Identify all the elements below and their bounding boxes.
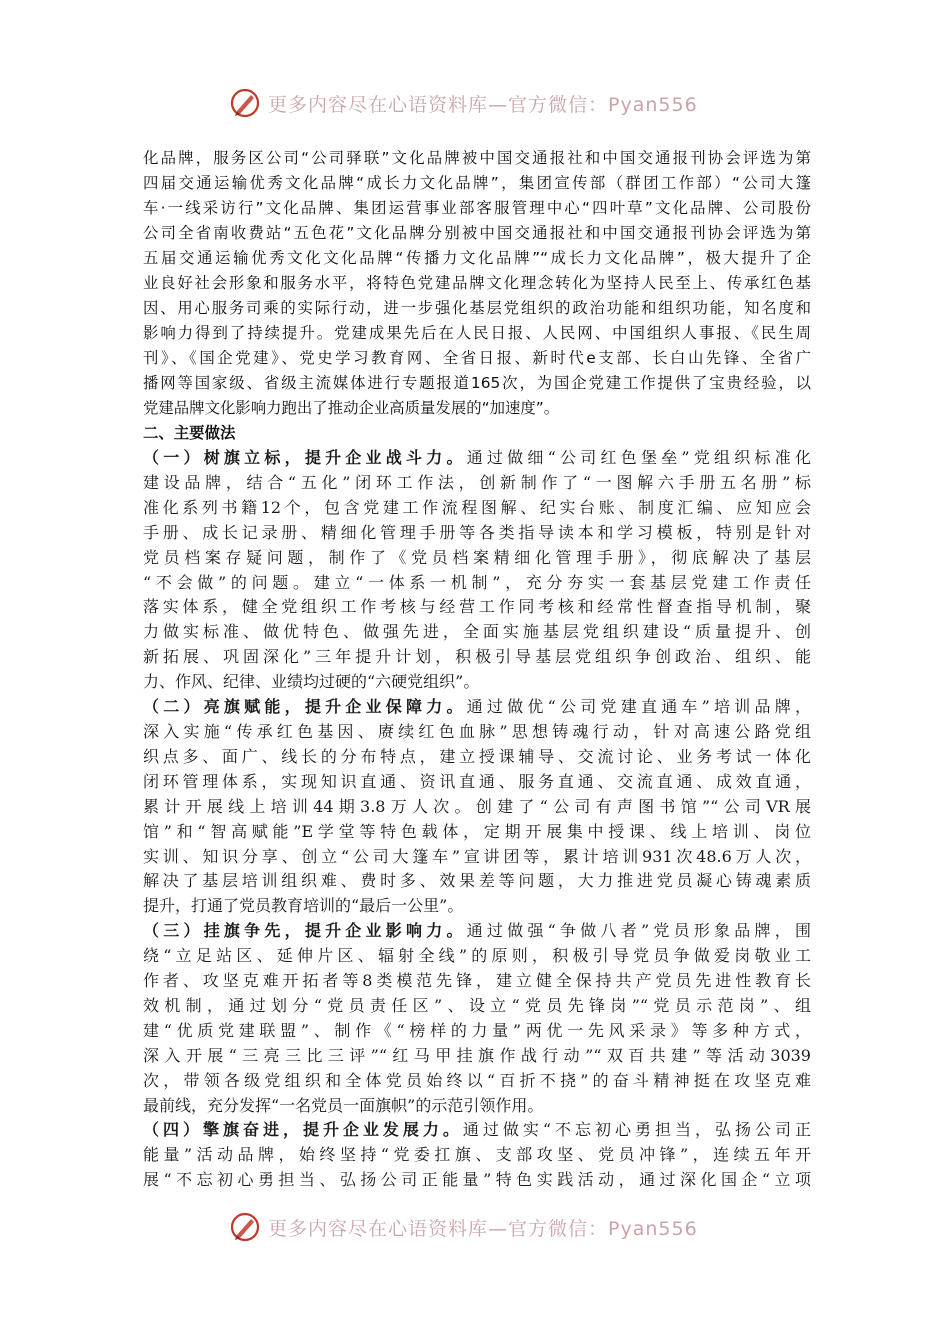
section-line: “不会做”的问题。建立“一体系一机制”，充分夯实一套基层党建工作责任 bbox=[143, 572, 811, 592]
section-line: 党员档案存疑问题，制作了《党员档案精细化管理手册》，彻底解决了基层 bbox=[143, 547, 811, 567]
intro-line: 因、用心服务司乘的实际行动，进一步强化基层党组织的政治功能和组织功能，知名度和 bbox=[143, 299, 811, 317]
section-line: 深入开展“三亮三比三评”“红马甲挂旗作战行动”“双百共建”等活动3039 bbox=[143, 1045, 811, 1065]
intro-line: 党建品牌文化影响力跑出了推动企业高质量发展的“加速度”。 bbox=[143, 399, 560, 417]
section-lead: （三）挂旗争先，提升企业影响力。 bbox=[143, 921, 467, 941]
section-lead: （四）擎旗奋进，提升企业发展力。 bbox=[143, 1120, 463, 1140]
section-line: 织点多、面广、线长的分布特点，建立授课辅导、交流讨论、业务考试一体化 bbox=[143, 746, 811, 766]
section-paragraph bbox=[143, 695, 811, 919]
watermark-header bbox=[228, 86, 698, 120]
intro-line: 影响力得到了持续提升。党建成果先后在人民日报、人民网、中国组织人事报、《民生周 bbox=[143, 324, 811, 342]
section-line: 解决了基层培训组织难、费时多、效果差等问题，大力推进党员凝心铸魂素质 bbox=[143, 871, 811, 891]
intro-line: 播网等国家级、省级主流媒体进行专题报道165次，为国企党建工作提供了宝贵经验，以 bbox=[143, 374, 811, 392]
section-line: 闭环管理体系，实现知识直通、资讯直通、服务直通、交流直通、成效直通， bbox=[143, 771, 811, 791]
section-line: 实训、知识分享、创立“公司大篷车”宣讲团等，累计培训931次48.6万人次， bbox=[143, 846, 811, 866]
section-line: 次，带领各级党组织和全体党员始终以“百折不挠”的奋斗精神挺在攻坚克难 bbox=[143, 1070, 811, 1090]
pen-logo-icon bbox=[228, 86, 262, 120]
section-line: 新拓展、巩固深化”三年提升计划，积极引导基层党组织争创政治、组织、能 bbox=[143, 647, 811, 667]
section-line: 建设品牌，结合“五化”闭环工作法，创新制作了“一图解六手册五名册”标 bbox=[143, 472, 811, 492]
section-first-text: 通过做强“争做八者”党员形象品牌，围 bbox=[466, 921, 811, 941]
section-line bbox=[143, 695, 811, 720]
section-first-text: 通过做优“公司党建直通车”培训品牌， bbox=[466, 697, 811, 717]
section-heading: 二、主要做法 bbox=[143, 424, 236, 442]
section-line: 累计开展线上培训44期3.8万人次。创建了“公司有声图书馆”“公司VR展 bbox=[143, 796, 811, 816]
section-first-text: 通过做细“公司红色堡垒”党组织标准化 bbox=[466, 448, 811, 467]
intro-line: 化品牌，服务区公司“公司驿联”文化品牌被中国交通报社和中国交通报刊协会评选为第 bbox=[143, 149, 811, 167]
section-line: 展“不忘初心勇担当、弘扬公司正能量”特色实践活动，通过深化国企“立项 bbox=[143, 1170, 811, 1190]
pen-logo-icon bbox=[228, 1210, 262, 1244]
intro-line: 业良好社会形象和服务水平，将特色党建品牌文化理念转化为坚持人民至上、传承红色基 bbox=[143, 274, 811, 292]
section-line: 落实体系，健全党组织工作考核与经营工作同考核和经常性督查指导机制，聚 bbox=[143, 597, 811, 617]
section-paragraph bbox=[143, 446, 811, 695]
section-first-text: 通过做实“不忘初心勇担当，弘扬公司正 bbox=[462, 1120, 811, 1140]
section-line: 效机制，通过划分“党员责任区”、设立“党员先锋岗”“党员示范岗”、组 bbox=[143, 995, 811, 1015]
section-line: 建“优质党建联盟”、制作《“榜样的力量”两优一先风采录》等多种方式， bbox=[143, 1020, 811, 1040]
watermark-text: 更多内容尽在心语资料库—官方微信：Pyan556 bbox=[268, 1217, 698, 1240]
section-lead: （一）树旗立标，提升企业战斗力。 bbox=[143, 448, 467, 467]
intro-line: 五届交通运输优秀文化文化品牌“传播力文化品牌”“成长力文化品牌”，极大提升了企 bbox=[143, 249, 811, 267]
intro-line: 刊》、《国企党建》、党史学习教育网、全省日报、新时代e支部、长白山先锋、全省广 bbox=[143, 349, 811, 367]
section-line: 馆”和“智高赋能”E学堂等特色载体，定期开展集中授课、线上培训、岗位 bbox=[143, 821, 811, 841]
intro-line: 公司全省南收费站“五色花”文化品牌分别被中国交通报社和中国交通报刊协会评选为第 bbox=[143, 224, 811, 242]
section-line: 力、作风、纪律、业绩均过硬的“六硬党组织”。 bbox=[143, 672, 480, 692]
intro-paragraph bbox=[143, 146, 811, 421]
section-line: 手册、成长记录册、精细化管理手册等各类指导读本和学习模板，特别是针对 bbox=[143, 522, 811, 542]
section-paragraph bbox=[143, 1118, 811, 1193]
section-line: 作者、攻坚克难开拓者等8类模范先锋，建立健全保持共产党员先进性教育长 bbox=[143, 971, 811, 991]
intro-line: 车·一线采访行”文化品牌、集团运营事业部客服管理中心“四叶草”文化品牌、公司股份 bbox=[143, 199, 811, 217]
section-line bbox=[143, 446, 811, 471]
section-line: 深入实施“传承红色基因、赓续红色血脉”思想铸魂行动，针对高速公路党组 bbox=[143, 721, 811, 741]
section-line: 最前线，充分发挥“一名党员一面旗帜”的示范引领作用。 bbox=[143, 1095, 544, 1115]
section-line: 能量”活动品牌，始终坚持“党委扛旗、支部攻坚、党员冲锋”，连续五年开 bbox=[143, 1145, 811, 1165]
section-line: 提升，打通了党员教育培训的“最后一公里”。 bbox=[143, 896, 464, 916]
intro-line: 四届交通运输优秀文化品牌“成长力文化品牌”，集团宣传部（群团工作部）“公司大篷 bbox=[143, 174, 811, 192]
section-line bbox=[143, 1118, 811, 1143]
sections-list bbox=[143, 446, 811, 1193]
watermark-footer bbox=[228, 1210, 698, 1244]
watermark-text: 更多内容尽在心语资料库—官方微信：Pyan556 bbox=[268, 93, 698, 116]
section-line: 力做实标准、做优特色、做强先进，全面实施基层党组织建设“质量提升、创 bbox=[143, 622, 811, 642]
section-line: 绕“立足站区、延伸片区、辐射全线”的原则，积极引导党员争做爱岗敬业工 bbox=[143, 946, 811, 966]
section-paragraph bbox=[143, 919, 811, 1118]
section-line: 准化系列书籍12个，包含党建工作流程图解、纪实台账、制度汇编、应知应会 bbox=[143, 497, 811, 517]
section-lead: （二）亮旗赋能，提升企业保障力。 bbox=[143, 697, 467, 717]
section-line bbox=[143, 919, 811, 944]
document-body bbox=[143, 146, 811, 1193]
